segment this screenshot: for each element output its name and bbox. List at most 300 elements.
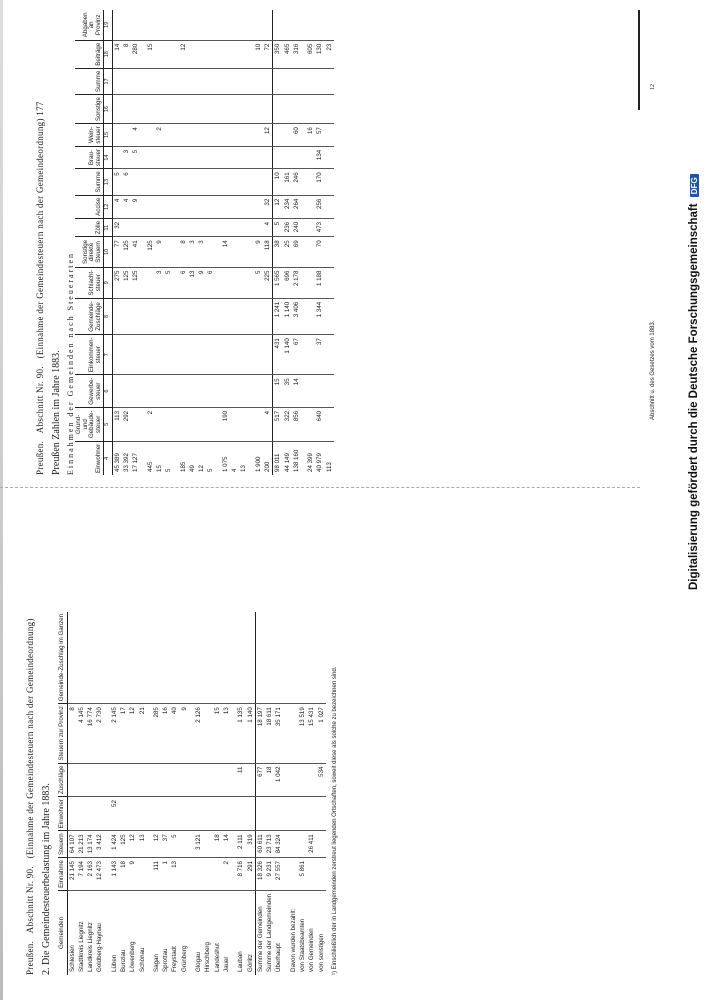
table-cell: 1 424 xyxy=(110,831,119,858)
table-cell xyxy=(206,40,215,68)
table-cell xyxy=(170,763,179,797)
table-cell xyxy=(221,169,230,195)
table-cell: 111 xyxy=(152,858,161,891)
table-cell: 605 xyxy=(306,40,315,68)
table-cell xyxy=(307,858,316,891)
table-row xyxy=(86,612,95,975)
table-cell xyxy=(254,146,263,169)
table-cell: 240 xyxy=(292,218,301,236)
table-cell xyxy=(197,335,206,375)
table-cell: 4 xyxy=(263,218,273,236)
table-cell xyxy=(86,797,95,831)
table-cell xyxy=(180,831,189,858)
table-cell: 316 xyxy=(292,40,301,68)
table-cell xyxy=(213,763,222,797)
summary-row xyxy=(306,10,315,475)
table-cell xyxy=(180,797,189,831)
table-cell xyxy=(230,195,239,218)
table-cell xyxy=(239,95,248,124)
table-row xyxy=(239,10,248,475)
table-cell xyxy=(131,407,140,441)
table-cell xyxy=(206,124,215,147)
table-cell xyxy=(138,612,147,704)
table-cell xyxy=(325,10,334,40)
table-cell xyxy=(230,267,239,298)
table-cell xyxy=(161,797,170,831)
column-header: Beiträge xyxy=(75,40,104,68)
column-header: Abgaben an Provinz xyxy=(75,10,104,40)
table-cell xyxy=(122,124,131,147)
table-cell xyxy=(146,169,155,195)
table-cell: Görlitz xyxy=(246,954,254,972)
table-cell: 3 412 xyxy=(95,831,104,858)
table-cell xyxy=(230,146,239,169)
table-cell xyxy=(236,797,245,831)
table-cell: 4 xyxy=(231,468,239,472)
column-header: Zuschläge xyxy=(58,763,67,797)
table-cell: 1 140 xyxy=(283,335,292,375)
table-cell xyxy=(307,612,316,704)
table-cell xyxy=(179,218,188,236)
table-cell xyxy=(317,612,326,704)
summary-row xyxy=(283,10,292,475)
table-cell xyxy=(122,95,131,124)
table-cell xyxy=(188,298,197,334)
table-cell xyxy=(213,858,222,891)
table-cell: Hirschberg xyxy=(204,942,212,972)
table-cell xyxy=(222,612,231,704)
top-table-section xyxy=(35,10,645,475)
table-cell: 18 197 xyxy=(255,704,265,763)
table-cell: 3 xyxy=(188,237,197,267)
table-cell xyxy=(164,335,173,375)
table-cell: Sprottau xyxy=(162,948,170,972)
table-cell xyxy=(239,68,248,94)
table-cell: Überhaupt xyxy=(275,943,283,972)
table-cell: 11 xyxy=(236,763,245,797)
table-cell xyxy=(307,763,316,797)
table-cell xyxy=(110,763,119,797)
table-cell xyxy=(152,797,161,831)
table-cell: Landkreis Liegnitz xyxy=(87,922,95,972)
table-cell xyxy=(67,797,77,831)
table-cell xyxy=(222,763,231,797)
table-cell: 37 xyxy=(315,335,324,375)
dfg-credit-text: Digitalisierung gefördert durch die Deutsche Forschungsgemeinschaft xyxy=(688,203,700,590)
table-cell xyxy=(188,335,197,375)
table-cell: 21 xyxy=(138,704,147,763)
table-cell xyxy=(170,612,179,704)
table-cell xyxy=(112,375,122,408)
table-cell: 696 xyxy=(283,267,292,298)
table-cell xyxy=(119,797,128,831)
top-title: Preußen Zahlen im Jahre 1883. xyxy=(51,350,62,475)
table-cell xyxy=(206,218,215,236)
table-cell xyxy=(298,797,307,831)
table-cell xyxy=(230,95,239,124)
column-header: Wein-steuer xyxy=(75,124,104,147)
table-cell xyxy=(263,146,273,169)
table-row xyxy=(179,10,188,475)
table-cell xyxy=(188,95,197,124)
table-cell xyxy=(325,267,334,298)
table-cell: 40 979 xyxy=(316,453,324,472)
table-cell xyxy=(221,195,230,218)
table-cell: 2 xyxy=(222,858,231,891)
table-cell xyxy=(180,612,189,704)
table-cell xyxy=(197,40,206,68)
table-cell xyxy=(197,10,206,40)
table-cell xyxy=(221,218,230,236)
column-number: 10 xyxy=(104,237,113,267)
table-cell: 113 xyxy=(325,462,333,472)
table-cell xyxy=(254,10,263,40)
table-cell xyxy=(194,763,203,797)
table-cell xyxy=(112,124,122,147)
table-cell: 190 xyxy=(221,407,230,441)
table-cell: 8 716 xyxy=(236,858,245,891)
table-row xyxy=(155,10,164,475)
table-cell xyxy=(254,195,263,218)
table-cell xyxy=(67,612,77,704)
table-cell xyxy=(122,335,131,375)
table-cell: 13 xyxy=(222,704,231,763)
table-cell xyxy=(325,169,334,195)
table-cell: 12 xyxy=(152,831,161,858)
table-cell: 5 861 xyxy=(298,858,307,891)
table-row xyxy=(122,10,131,475)
table-cell xyxy=(273,10,283,40)
table-cell: 2 111 xyxy=(236,831,245,858)
table-cell: Summe der Gemeinden xyxy=(255,890,265,975)
table-cell xyxy=(263,335,273,375)
table-cell xyxy=(77,797,86,831)
table-cell: 125 xyxy=(122,267,131,298)
table-cell: 2 145 xyxy=(110,704,119,763)
dfg-credit xyxy=(688,174,700,590)
table-cell: 1 241 xyxy=(273,298,283,334)
table-cell: 12 473 xyxy=(95,858,104,891)
column-number: 5 xyxy=(104,407,113,441)
table-cell xyxy=(230,335,239,375)
table-cell xyxy=(254,95,263,124)
table-cell xyxy=(306,375,315,408)
table-row xyxy=(110,612,119,975)
table-cell: 49 xyxy=(188,465,196,472)
table-cell: Schönau xyxy=(138,947,146,972)
source-note: Abschnitt u. des Gesetzes vom 1883. xyxy=(650,320,656,420)
table-cell xyxy=(164,298,173,334)
table-cell: Löwenberg xyxy=(129,941,137,972)
table-cell xyxy=(164,68,173,94)
table-row xyxy=(119,612,128,975)
table-cell xyxy=(122,298,131,334)
table-cell: 856 xyxy=(292,407,301,441)
table-cell xyxy=(306,267,315,298)
table-cell xyxy=(146,95,155,124)
table-row xyxy=(95,612,104,975)
top-runhead-right: (Einnahme der Gemeindesteuern nach der Gemeindeordnung) 177 xyxy=(35,101,45,359)
table-cell: 6 xyxy=(122,169,131,195)
table-cell: von Gemeinden xyxy=(308,928,316,972)
table-cell xyxy=(230,375,239,408)
table-cell xyxy=(254,218,263,236)
table-cell xyxy=(112,335,122,375)
table-cell xyxy=(194,612,203,704)
column-number: 7 xyxy=(104,335,113,375)
summary-row xyxy=(265,612,274,975)
table-cell: 12 xyxy=(128,831,137,858)
table-cell: 4 145 xyxy=(77,704,86,763)
table-cell: 13 xyxy=(188,267,197,298)
table-cell xyxy=(197,218,206,236)
column-header: Gemeinden xyxy=(58,890,67,975)
table-cell xyxy=(164,237,173,267)
table-cell: 350 xyxy=(273,40,283,68)
table-cell: 2 xyxy=(155,124,164,147)
table-cell xyxy=(263,10,273,40)
table-cell: 35 171 xyxy=(274,704,283,763)
table-cell: 2 730 xyxy=(95,704,104,763)
table-cell xyxy=(95,797,104,831)
table-cell: 12 xyxy=(273,195,283,218)
column-header: Sonstige direkte Steuern xyxy=(75,237,104,267)
table-cell xyxy=(239,237,248,267)
table-cell xyxy=(131,335,140,375)
column-header: Zölle xyxy=(75,218,104,236)
table-cell xyxy=(122,10,131,40)
table-cell: 9 xyxy=(254,237,263,267)
table-cell xyxy=(155,146,164,169)
table-cell: 1 075 xyxy=(221,456,229,472)
table-cell xyxy=(315,375,324,408)
table-cell xyxy=(188,169,197,195)
table-cell: Lauban xyxy=(237,951,245,972)
table-cell: 1 135 xyxy=(236,704,245,763)
table-cell: 138 160 xyxy=(292,449,300,472)
table-cell: 9 xyxy=(180,704,189,763)
table-cell xyxy=(194,858,203,891)
table-cell xyxy=(325,124,334,147)
table-cell: 431 xyxy=(273,335,283,375)
table-cell xyxy=(325,195,334,218)
table-cell xyxy=(263,298,273,334)
table-cell: 14 xyxy=(222,831,231,858)
table-cell: 23 713 xyxy=(265,831,274,858)
table-cell xyxy=(289,858,298,891)
table-cell xyxy=(292,146,301,169)
table-cell xyxy=(306,237,315,267)
table-cell xyxy=(164,218,173,236)
table-cell: 1 344 xyxy=(315,298,324,334)
table-cell xyxy=(146,146,155,169)
table-cell xyxy=(306,146,315,169)
summary-row xyxy=(325,10,334,475)
table-cell xyxy=(206,95,215,124)
table-cell: 14 xyxy=(221,237,230,267)
table-cell xyxy=(179,407,188,441)
summary-row xyxy=(255,612,265,975)
table-cell xyxy=(112,10,122,40)
table-cell: 4 xyxy=(122,195,131,218)
column-number: 12 xyxy=(104,195,113,218)
table-cell: 4 xyxy=(131,124,140,147)
table-cell xyxy=(239,124,248,147)
table-cell xyxy=(164,407,173,441)
table-cell: 16 xyxy=(306,124,315,147)
table-cell xyxy=(289,612,298,704)
table-cell xyxy=(188,124,197,147)
column-header: Sonstige xyxy=(75,95,104,124)
table-cell xyxy=(274,797,283,831)
table-row xyxy=(188,10,197,475)
table-cell xyxy=(77,612,86,704)
table-cell xyxy=(179,146,188,169)
table-cell xyxy=(128,797,137,831)
table-cell: 13 xyxy=(240,465,248,472)
table-cell xyxy=(131,298,140,334)
bottom-header-row xyxy=(58,612,67,975)
table-cell: 517 xyxy=(273,407,283,441)
table-cell: 5 xyxy=(170,831,179,858)
table-cell: 15 xyxy=(273,375,283,408)
table-cell: 125 xyxy=(119,831,128,858)
table-cell xyxy=(161,612,170,704)
bottom-statistics-table xyxy=(58,612,326,975)
table-cell xyxy=(325,375,334,408)
table-cell xyxy=(180,763,189,797)
table-cell: 2 126 xyxy=(194,704,203,763)
table-cell xyxy=(179,298,188,334)
table-cell xyxy=(263,375,273,408)
table-cell xyxy=(197,375,206,408)
table-cell: Goldberg-Haynau xyxy=(96,923,104,972)
table-cell: 292 xyxy=(122,407,131,441)
table-cell xyxy=(164,10,173,40)
table-cell xyxy=(203,831,212,858)
table-cell xyxy=(86,763,95,797)
column-number: 14 xyxy=(104,146,113,169)
column-header: Accise xyxy=(75,195,104,218)
table-cell: von Staatsbeamten xyxy=(299,918,307,972)
column-number: 8 xyxy=(104,298,113,334)
table-cell: 5 xyxy=(254,267,263,298)
table-cell xyxy=(179,10,188,40)
table-cell: 41 xyxy=(131,237,140,267)
table-cell: 12 xyxy=(179,40,188,68)
table-cell xyxy=(263,68,273,94)
table-cell xyxy=(230,169,239,195)
table-cell xyxy=(246,763,256,797)
table-cell xyxy=(146,10,155,40)
table-cell xyxy=(273,124,283,147)
table-cell: 15 xyxy=(213,704,222,763)
table-cell xyxy=(307,797,316,831)
table-cell xyxy=(239,375,248,408)
table-cell xyxy=(325,298,334,334)
table-cell xyxy=(164,375,173,408)
table-cell: 35 xyxy=(283,375,292,408)
table-cell: 225 xyxy=(263,267,273,298)
table-cell xyxy=(188,68,197,94)
table-cell xyxy=(289,704,298,763)
table-cell xyxy=(122,218,131,236)
table-cell xyxy=(239,146,248,169)
table-cell: 9 xyxy=(197,267,206,298)
table-cell xyxy=(146,267,155,298)
table-cell: 70 xyxy=(315,237,324,267)
table-cell xyxy=(155,40,164,68)
table-cell xyxy=(283,68,292,94)
column-header: Gewerbe-steuer xyxy=(75,375,104,408)
table-row xyxy=(194,612,203,975)
table-cell xyxy=(289,831,298,858)
table-cell xyxy=(265,797,274,831)
table-cell xyxy=(230,68,239,94)
table-cell: 33 392 xyxy=(123,453,131,472)
table-cell xyxy=(213,612,222,704)
table-cell: 125 xyxy=(131,267,140,298)
column-number: 9 xyxy=(104,267,113,298)
table-cell xyxy=(230,237,239,267)
table-cell: von sonstigen xyxy=(317,933,325,972)
bottom-running-head xyxy=(25,485,35,975)
top-runhead-mid: Abschnitt Nr. 90. xyxy=(35,366,45,434)
table-cell: 291 xyxy=(246,858,256,891)
table-cell xyxy=(188,375,197,408)
table-cell: 134 xyxy=(315,146,324,169)
table-cell xyxy=(317,858,326,891)
table-cell xyxy=(254,407,263,441)
column-number: 19 xyxy=(104,10,113,40)
summary-row xyxy=(274,612,283,975)
table-cell: 12 xyxy=(198,465,206,472)
table-cell xyxy=(179,124,188,147)
table-cell xyxy=(197,195,206,218)
table-row xyxy=(230,10,239,475)
table-cell xyxy=(155,218,164,236)
table-cell xyxy=(306,195,315,218)
table-cell xyxy=(206,146,215,169)
table-cell: 5 xyxy=(131,146,140,169)
table-cell: 26 411 xyxy=(307,831,316,858)
table-cell: 13 519 xyxy=(298,704,307,763)
table-cell: 23 xyxy=(325,40,334,68)
table-cell xyxy=(239,407,248,441)
table-cell xyxy=(67,763,77,797)
table-cell: 6 xyxy=(206,267,215,298)
table-cell: 77 xyxy=(112,237,122,267)
table-cell xyxy=(230,124,239,147)
table-cell xyxy=(203,797,212,831)
table-cell: 14 xyxy=(292,375,301,408)
table-cell xyxy=(325,407,334,441)
table-cell xyxy=(239,169,248,195)
bottom-table-section xyxy=(25,485,625,975)
table-cell xyxy=(203,763,212,797)
table-cell xyxy=(155,195,164,218)
table-cell: 1 042 xyxy=(274,763,283,797)
table-cell xyxy=(197,146,206,169)
table-cell: Bunzlau xyxy=(119,949,127,972)
table-cell xyxy=(164,146,173,169)
table-cell xyxy=(112,298,122,334)
table-cell: 1 188 xyxy=(315,267,324,298)
table-cell xyxy=(306,407,315,441)
table-cell xyxy=(292,95,301,124)
column-header: Gemeinde-Zuschläge xyxy=(75,298,104,334)
table-cell: 2 xyxy=(146,407,155,441)
